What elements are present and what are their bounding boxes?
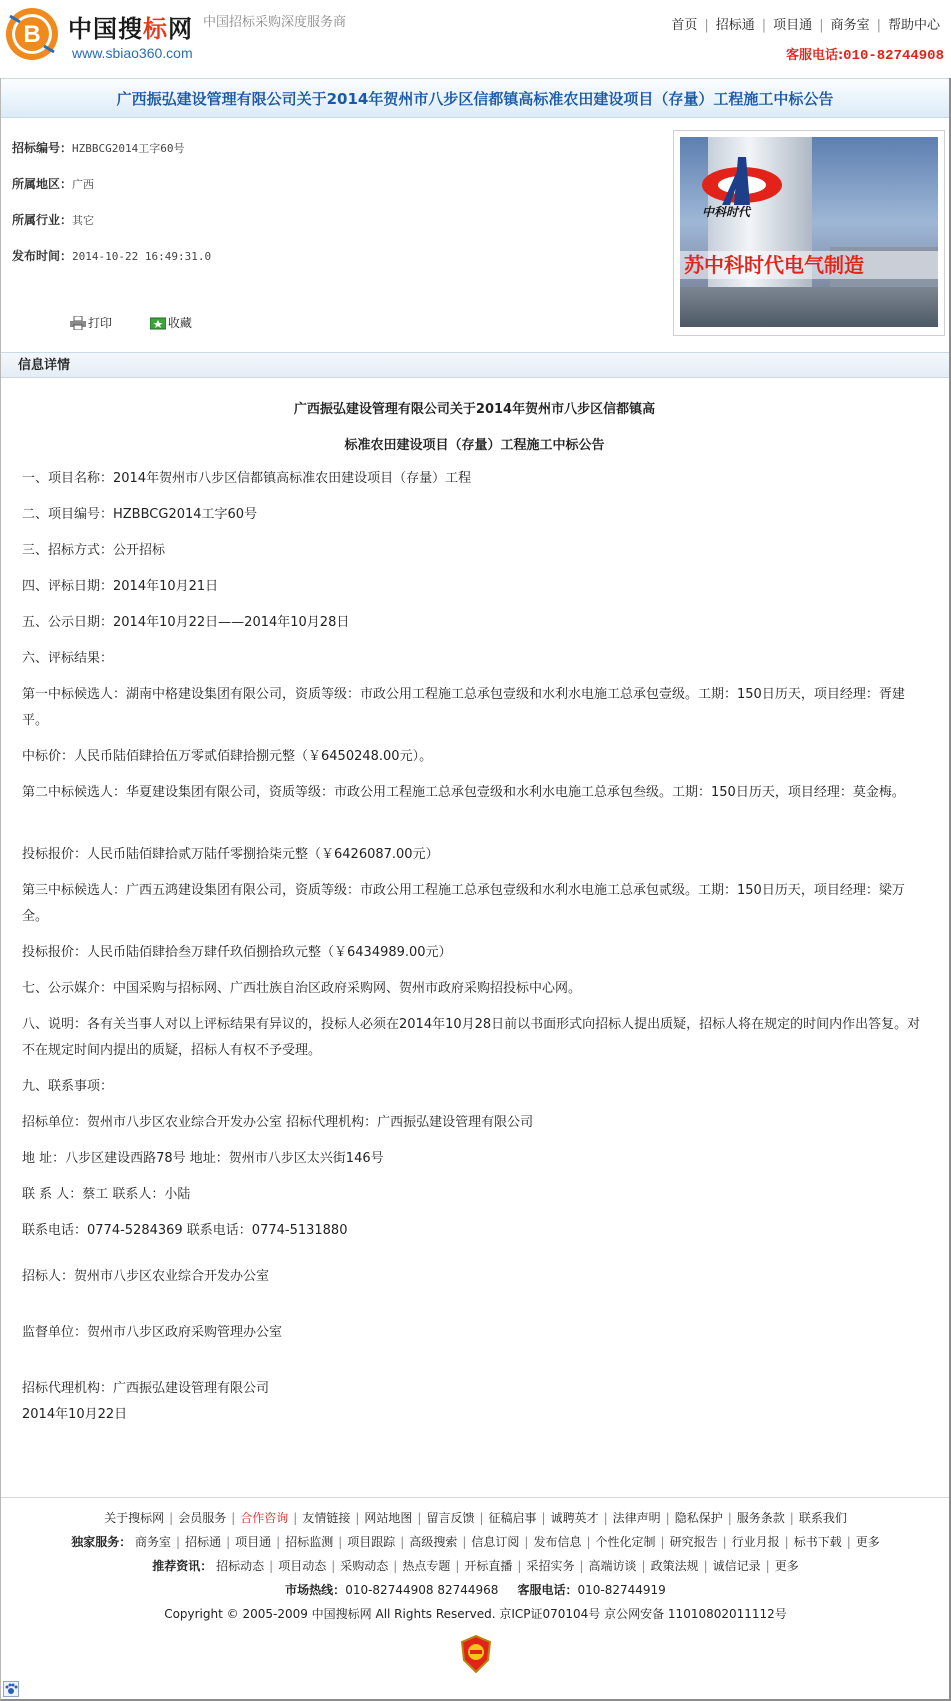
paw-glyph-icon xyxy=(4,1682,18,1696)
logo-icon[interactable] xyxy=(4,6,60,62)
footer-link[interactable]: 留言反馈 xyxy=(426,1511,475,1525)
ad-image xyxy=(680,137,938,327)
favorite-icon xyxy=(150,316,166,330)
paragraph: 二、项目编号：HZBBCG2014工字60号 xyxy=(22,507,258,522)
nav-help[interactable]: 帮助中心 xyxy=(887,18,940,33)
police-badge-icon[interactable] xyxy=(458,1634,494,1674)
footer-link[interactable]: 行业月报 xyxy=(731,1535,780,1549)
paragraph: 联系电话：0774-5284369 联系电话：0774-5131880 xyxy=(22,1223,348,1238)
footer-link[interactable]: 招标动态 xyxy=(216,1559,265,1573)
nav-home[interactable]: 首页 xyxy=(671,18,698,33)
paragraph: 投标报价：人民币陆佰肆拾叁万肆仟玖佰捌拾玖元整（￥6434989.00元） xyxy=(22,945,452,960)
paragraph: 九、联系事项： xyxy=(22,1079,114,1094)
paragraph: 六、评标结果： xyxy=(22,651,114,666)
paragraph: 第一中标候选人：湖南中格建设集团有限公司，资质等级：市政公用工程施工总承包壹级和水利水电施工总承包壹级。工期：150日历天，项目经理：胥建平。 xyxy=(22,687,905,728)
meta-row-code: 招标编号：HZBBCG2014工字60号 xyxy=(12,141,185,155)
footer-link[interactable]: 招标通 xyxy=(185,1535,222,1549)
paragraph: 中标价：人民币陆佰肆拾伍万零贰佰肆拾捌元整（￥6450248.00元）。 xyxy=(22,749,433,764)
page-title-bar xyxy=(1,78,949,118)
footer-link[interactable]: 更多 xyxy=(774,1559,799,1573)
footer-link[interactable]: 关于搜标网 xyxy=(104,1511,165,1525)
paw-icon[interactable] xyxy=(3,1681,19,1697)
nav-shangwushi[interactable]: 商务室 xyxy=(830,18,870,33)
action-bar xyxy=(70,314,226,331)
meta-info xyxy=(12,138,652,282)
paragraph: 监督单位：贺州市八步区政府采购管理办公室 xyxy=(22,1325,283,1340)
logo-url: www.sbiao360.com xyxy=(72,45,193,61)
footer-link[interactable]: 热点专题 xyxy=(402,1559,451,1573)
paragraph: 第二中标候选人：华夏建设集团有限公司，资质等级：市政公用工程施工总承包壹级和水利水电施工总承包叁级。工期：150日历天，项目经理：莫金梅。 xyxy=(22,785,905,800)
advertisement-banner[interactable] xyxy=(673,130,945,336)
paragraph: 招标代理机构：广西振弘建设管理有限公司 xyxy=(22,1381,270,1396)
footer-hotlines: 市场热线：010-82744908 82744968 客服电话：010-82744919 xyxy=(285,1583,666,1597)
meta-row-date: 发布时间：2014-10-22 16:49:31.0 xyxy=(12,249,212,263)
footer-link[interactable]: 项目动态 xyxy=(278,1559,327,1573)
paragraph: 八、说明：各有关当事人对以上评标结果有异议的，投标人必须在2014年10月28日前以书面形式向招标人提出质疑，招标人将在规定的时间内作出答复。对不在规定时间内提出的质疑，招标人有权不予受理。 xyxy=(22,1017,921,1058)
footer-link[interactable]: 招标监测 xyxy=(285,1535,334,1549)
page-title: 广西振弘建设管理有限公司关于2014年贺州市八步区信都镇高标准农田建设项目（存量）工程施工中标公告 xyxy=(116,90,834,108)
service-hotline: 客服电话:010-82744908 xyxy=(785,48,944,64)
site-footer xyxy=(0,1506,951,1626)
footer-link[interactable]: 合作咨询 xyxy=(240,1511,289,1525)
footer-link[interactable]: 征稿启事 xyxy=(488,1511,537,1525)
footer-recommend: 推荐资讯： 招标动态 | 项目动态 | 采购动态 | 热点专题 | 开标直播 | 采招实务 | 高端访谈 | 政策法规 | 诚信记录 | 更多 xyxy=(152,1559,799,1573)
footer-exclusive: 独家服务： 商务室 | 招标通 | 项目通 | 招标监测 | 项目跟踪 | 高级搜索 | 信息订阅 | 发布信息 | 个性化定制 | 研究报告 | 行业月报 | 标书下载 | 更多 xyxy=(71,1535,880,1549)
footer-divider xyxy=(1,1497,949,1498)
nav-xiangmutong[interactable]: 项目通 xyxy=(773,18,813,33)
footer-link[interactable]: 更多 xyxy=(855,1535,880,1549)
site-header xyxy=(0,0,951,78)
footer-link[interactable]: 研究报告 xyxy=(669,1535,718,1549)
footer-link[interactable]: 采招实务 xyxy=(526,1559,575,1573)
footer-link[interactable]: 发布信息 xyxy=(533,1535,582,1549)
footer-link[interactable]: 网站地图 xyxy=(364,1511,413,1525)
footer-link[interactable]: 采购动态 xyxy=(340,1559,389,1573)
notice-title-line1: 广西振弘建设管理有限公司关于2014年贺州市八步区信都镇高 xyxy=(293,402,656,417)
paragraph: 四、评标日期：2014年10月21日 xyxy=(22,579,219,594)
meta-row-industry: 所属行业：其它 xyxy=(12,213,95,227)
footer-link[interactable]: 隐私保护 xyxy=(674,1511,723,1525)
paragraph: 招标人：贺州市八步区农业综合开发办公室 xyxy=(22,1269,270,1284)
paragraph: 第三中标候选人：广西五鸿建设集团有限公司，资质等级：市政公用工程施工总承包壹级和水利水电施工总承包贰级。工期：150日历天，项目经理：梁万全。 xyxy=(22,883,905,924)
section-header: 信息详情 xyxy=(1,352,949,378)
top-nav: 首页 | 招标通 | 项目通 | 商务室 | 帮助中心 xyxy=(664,14,947,33)
footer-link[interactable]: 联系我们 xyxy=(798,1511,847,1525)
paragraph: 七、公示媒介：中国采购与招标网、广西壮族自治区政府采购网、贺州市政府采购招投标中心网。 xyxy=(22,981,582,996)
ad-brand: 中科时代 xyxy=(702,205,751,219)
footer-link[interactable]: 标书下载 xyxy=(793,1535,842,1549)
print-button[interactable]: 打印 xyxy=(70,314,112,331)
paragraph: 招标单位：贺州市八步区农业综合开发办公室 招标代理机构：广西振弘建设管理有限公司 xyxy=(22,1115,534,1130)
footer-link[interactable]: 法律声明 xyxy=(612,1511,661,1525)
footer-link[interactable]: 会员服务 xyxy=(178,1511,227,1525)
footer-link[interactable]: 商务室 xyxy=(135,1535,172,1549)
ad-banner-text: 苏中科时代电气制造 xyxy=(684,253,864,277)
footer-links: 关于搜标网 | 会员服务 | 合作咨询 | 友情链接 | 网站地图 | 留言反馈 | 征稿启事 | 诚聘英才 | 法律声明 | 隐私保护 | 服务条款 | 联系我们 xyxy=(104,1511,847,1525)
printer-icon xyxy=(70,316,86,330)
paragraph: 联 系 人：蔡工 联系人：小陆 xyxy=(22,1187,191,1202)
footer-link[interactable]: 项目通 xyxy=(235,1535,272,1549)
paragraph: 2014年10月22日 xyxy=(22,1407,128,1422)
footer-link[interactable]: 服务条款 xyxy=(736,1511,785,1525)
nav-zhaobiaotong[interactable]: 招标通 xyxy=(715,18,755,33)
logo-text[interactable]: 中国搜标网 xyxy=(68,15,193,43)
footer-link[interactable]: 高端访谈 xyxy=(588,1559,637,1573)
paragraph: 投标报价：人民币陆佰肆拾贰万陆仟零捌拾柒元整（￥6426087.00元） xyxy=(22,847,439,862)
meta-row-region: 所属地区：广西 xyxy=(12,177,95,191)
footer-copyright: Copyright © 2005-2009 中国搜标网 All Rights Reserved. 京ICP证070104号 京公网安备 11010802011112号 xyxy=(164,1607,787,1621)
ad-logo-icon xyxy=(692,149,792,249)
footer-link[interactable]: 友情链接 xyxy=(302,1511,351,1525)
footer-link[interactable]: 信息订阅 xyxy=(471,1535,520,1549)
paragraph: 一、项目名称：2014年贺州市八步区信都镇高标准农田建设项目（存量）工程 xyxy=(22,471,472,486)
footer-link[interactable]: 诚聘英才 xyxy=(550,1511,599,1525)
site-slogan: 中国招标采购深度服务商 xyxy=(203,15,347,30)
svg-text:B: B xyxy=(23,21,41,48)
footer-link[interactable]: 诚信记录 xyxy=(712,1559,761,1573)
footer-link[interactable]: 个性化定制 xyxy=(595,1535,656,1549)
notice-title-line2: 标准农田建设项目（存量）工程施工中标公告 xyxy=(344,438,605,453)
paragraph: 三、招标方式：公开招标 xyxy=(22,543,166,558)
footer-link[interactable]: 政策法规 xyxy=(650,1559,699,1573)
paragraph: 五、公示日期：2014年10月22日——2014年10月28日 xyxy=(22,615,350,630)
footer-link[interactable]: 高级搜索 xyxy=(409,1535,458,1549)
paragraph: 地 址：八步区建设西路78号 地址：贺州市八步区太兴街146号 xyxy=(22,1151,384,1166)
favorite-button[interactable]: 收藏 xyxy=(150,314,192,331)
footer-link[interactable]: 项目跟踪 xyxy=(347,1535,396,1549)
footer-link[interactable]: 开标直播 xyxy=(464,1559,513,1573)
